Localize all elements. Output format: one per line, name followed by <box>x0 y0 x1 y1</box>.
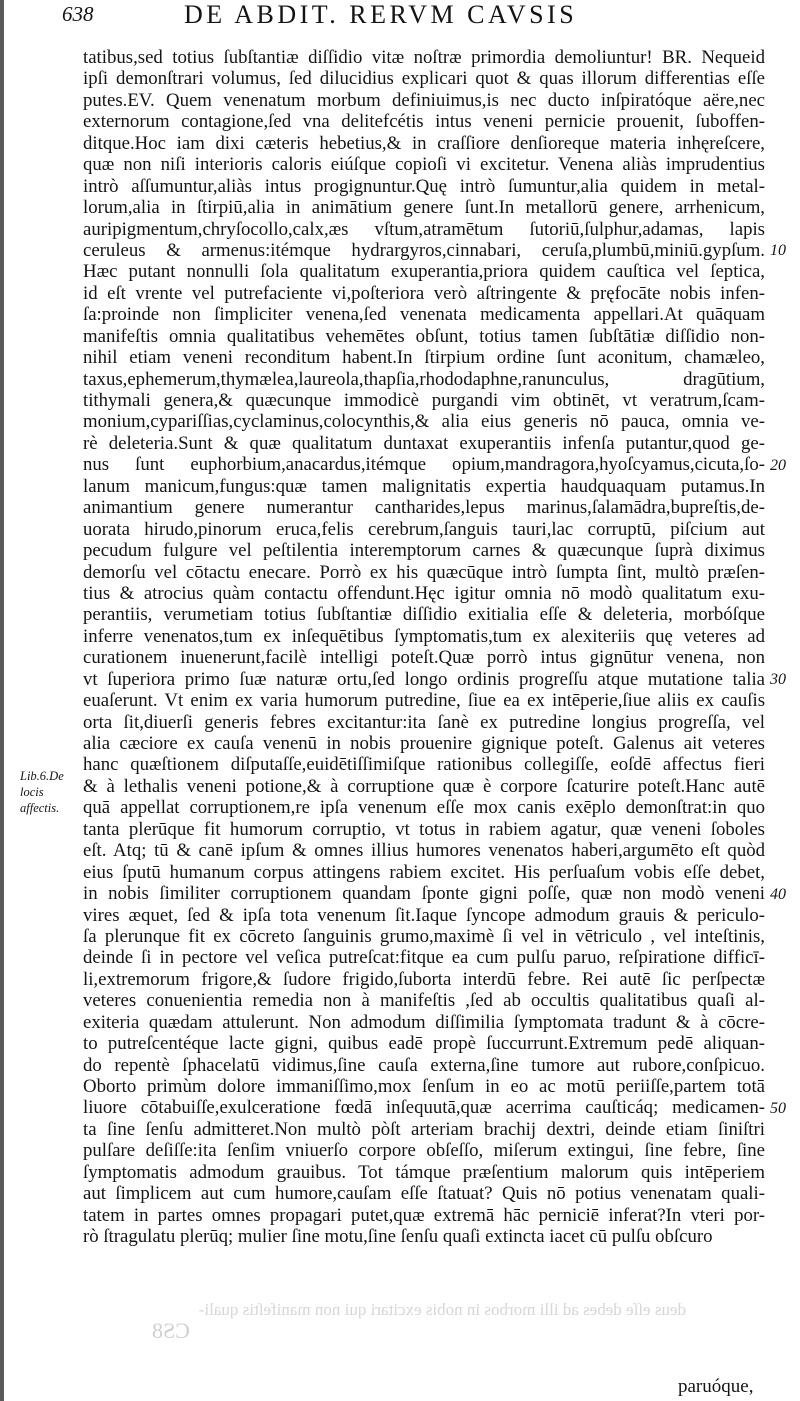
text-line: ipſi demonſtrari volumus, ſed dilucidius explicari quot & quas illorum differentias eſſe <box>83 68 765 90</box>
text-line: lorum,alia in ſtirpiū,alia in animātium genere ſunt.In metallorū genere, arrhenicum, <box>83 197 765 219</box>
running-title: DE ABDIT. RERVM CAVSIS <box>184 0 578 29</box>
text-line: tatibus,sed totius ſubſtantiæ diſſidio vitæ noſtræ primordia demoliuntur! BR. Nequeid <box>83 47 765 68</box>
text-line: taxus,ephemerum,thymælea,laureola,thapſia,rhododaphne,ranunculus, dragūtium, <box>83 368 765 390</box>
text-line: deinde ſi in pectore vel veſica putreſcat:fitque ea cum pulſu paruo, reſpiratione difficī- <box>83 947 765 969</box>
text-line: exiteria quædam attulerunt. Non admodum diſſimilia ſymptomata tradunt & à cōcre- <box>83 1011 765 1033</box>
text-line: tius & atrocius quàm contactu offendunt.Hęc igitur omnia nō modò qualitatum exu- <box>83 582 765 604</box>
catchword: paruóque, <box>678 1376 754 1397</box>
text-line: manifeſtis omnia qualitatibus vehemētes obſunt, totius tamen ſubſtātiæ diſſidio non- <box>83 325 765 347</box>
text-line: li,extremorum frigore,& ſudore frigido,ſuborta interdū febre. Rei autē ſic perſpectæ <box>83 968 765 990</box>
text-line: pecudum fulgure vel peſtilentia interemptorum carnes & quæcunque ſuprà diximus <box>83 540 765 562</box>
text-line: ta ſine ſenſu admitteret.Non multò pòſt arteriam brachij dextri, deinde etiam ſiniſtri <box>83 1118 765 1140</box>
text-line: & à lethalis veneni potione,& à corruptione quæ è corpore ſcaturire poteſt.Hanc autē <box>83 775 765 797</box>
text-line: liuore cōtabuiſſe,exulceratione fœdā inſequutā,quæ acerrima cauſticáq; medicamen- <box>83 1097 765 1119</box>
text-line: euaſerunt. Vt enim ex varia humorum putredine, ſiue ea ex intēperie,ſiue aliis ex cauſis <box>83 690 765 712</box>
text-line: ſa plerunque fit ex cōcreto ſanguinis grumo,maximè ſi vel in vētriculo , vel inteſtinis, <box>83 925 765 947</box>
text-line: lanum manicum,fungus:quæ tamen malignitatis expertia haudquaquam putamus.In <box>83 475 765 497</box>
text-line: id eſt vrente vel putrefaciente vi,poſteriora verò aſtringente & pręfocāte nobis infen- <box>83 282 765 304</box>
text-line: uorata hirudo,pinorum eruca,felis cerebrum,ſanguis tauri,lac corruptū, piſcium aut <box>83 518 765 540</box>
show-through-mark: CS8 <box>152 1318 190 1343</box>
line-number: 50 <box>770 1100 786 1118</box>
text-line: do repentè ſphacelatū vidimus,ſine cauſa externa,ſine tumore aut rubore,conſpicuo. <box>83 1054 765 1076</box>
text-line: tanta plerūque fit humorum corruptio, vt totus in rabiem agatur, quæ veneni ſoboles <box>83 818 765 840</box>
text-line: veteres conuenientia remedia non à manifeſtis ,ſed ab occultis qualitatibus quaſi al- <box>83 990 765 1012</box>
text-line: ditque.Hoc iam dixi cæteris hebetius,& in craſſiore denſioreque materia inhęreſcere, <box>83 132 765 154</box>
show-through-text: deus eſſe debes ad illi morbos in nobis excitari qui non manifeſtis quali- <box>198 1300 686 1319</box>
text-line: ceruleus & armenus:itémque hydrargyros,cinnabari, ceruſa,plumbū,miniū.gypſum. <box>83 239 765 261</box>
page-header <box>62 0 786 44</box>
text-line: demorſu vel cōtactu enecare. Porrò ex his quæcūque intrò ſumpta ſint, multò præſen- <box>83 561 765 583</box>
text-line: pulſare deſiſſe:ita ſenſim vniuerſo corpore obſeſſo, miſerum extingui, ſine febre, ſine <box>83 1140 765 1162</box>
text-line: nihil etiam veneni reconditum habent.In ſtirpium ordine ſunt aconitum, chamæleo, <box>83 347 765 369</box>
text-line: monium,cypariſſias,cyclaminus,colocynthis,& alia eius generis nō pauca, omnia ve- <box>83 411 765 433</box>
text-line: auripigmentum,chryſocollo,calx,æs vſtum,atramētum ſutoriū,ſulphur,adamas, lapis <box>83 218 765 240</box>
line-number: 20 <box>770 456 786 474</box>
text-line: Oborto primùm dolore immaniſſimo,mox ſenſum in eo ac motū periiſſe,partem totā <box>83 1076 765 1097</box>
text-line: to putreſcentéque lacte gigni, quibus eadē propè ſuccurrunt.Extremum pedē aliquan- <box>83 1033 765 1055</box>
text-line: rò ſtragulatu plerūq; mulier ſine motu,ſine ſenſu quaſi extincta iacet cū pulſu obſcuro <box>83 1226 713 1248</box>
text-line: putes.EV. Quem venenatum morbum definiuimus,is nec ducto inſpiratóque aëre,nec <box>83 89 765 111</box>
text-line: eius ſputū humanum corpus attingens rabiem excitet. His perſuaſum vobis eſſe debet, <box>83 861 765 883</box>
text-line: intrò aſſumuntur,aliàs intus progignuntur.Quę intrò ſumuntur,alia quidem in metal- <box>83 175 765 197</box>
text-line: perantiis, verumetiam totius ſubſtantiæ diſſidio exitialia eſſe & deleteria, morbóſque <box>83 604 765 626</box>
page-edge <box>0 0 4 1401</box>
text-line: rè deleteria.Sunt & quæ qualitatum duntaxat exuperantiis infenſa putantur,quod ge- <box>83 432 765 454</box>
text-line: hanc quæſtionem diſputaſſe,euidētiſſimiſque rationibus collegiſſe, eoſdē affectus fieri <box>83 754 765 776</box>
body-text <box>83 47 765 1248</box>
text-line: vires æquet, ſed & ipſa tota venenum ſit.Iaque ſyncope admodum grauis & periculo- <box>83 904 765 926</box>
text-line: in nobis ſimiliter corruptionem quandam ſponte gigni poſſe, quæ non modò veneni <box>83 883 765 905</box>
line-number: 10 <box>770 242 786 260</box>
text-line: vt ſuperiora primo ſuæ naturæ ortu,ſed longo ordinis progreſſu atque mutatione talia <box>83 668 765 690</box>
text-line: externorum contagione,ſed vna delitefcétis intus veneni pernicie prouenit, ſuboffen- <box>83 111 765 133</box>
page-number: 638 <box>62 2 94 26</box>
text-line: Hæc putant nonnulli ſola qualitatum exuperantia,priora quidem cauſtica vel ſeptica, <box>83 261 765 283</box>
text-line: alia cæciore ex cauſa venenū in nobis prouenire gignique poteſt. Galenus ait veteres <box>83 733 765 754</box>
text-line: inferre venenatos,tum ex inſequētibus ſymptomatis,tum ex alexiteriis quę veteres ad <box>83 625 765 647</box>
line-number: 40 <box>770 885 786 903</box>
text-line: tithymali genera,& quæcunque immodicè purgandi vim obtinēt, vt veratrum,ſcam- <box>83 390 765 411</box>
text-line: ſymptomatis admodum grauibus. Tot támque præſentium malorum quis intēperiem <box>83 1161 765 1183</box>
text-line: quæ non niſi interioris caloris eiúſque copioſi vi excitetur. Venena aliàs imprudentius <box>83 154 765 176</box>
text-line: eſt. Atq; tū & canē ipſum & omnes illius humores venenatos haberi,argumēto eſt quòd <box>83 840 765 862</box>
text-line: aut ſimplicem aut cum humore,cauſam eſſe ſtatuat? Quis nō potius venenatam quali- <box>83 1183 765 1205</box>
text-line: nus ſunt euphorbium,anacardus,itémque opium,mandragora,hyoſcyamus,cicuta,ſo- <box>83 454 765 476</box>
margin-note: Lib.6.De locis affectis. <box>20 769 64 815</box>
text-line: curationem inuenerunt,facilè intelligi poteſt.Quæ porrò intus gignūtur venena, non <box>83 647 765 669</box>
line-number: 30 <box>770 671 786 689</box>
text-line: ſa:proinde non ſimpliciter venena,ſed venenata medicamenta appellari.At quāquam <box>83 304 765 326</box>
text-line: quā appellat corruptionem,re ipſa venenum eſſe mox canis exēplo demonſtrat:in quo <box>83 797 765 819</box>
text-line: orta ſit,diuerſi generis febres excitantur:ita ſanè ex putredine longius progreſſa, vel <box>83 711 765 733</box>
text-line: animantium genere numerantur cantharides,lepus marinus,ſalamādra,bupreſtis,de- <box>83 497 765 519</box>
text-line: tatem in partes omnes propagari putet,quæ extremā hāc perniciē inferat?In vteri por- <box>83 1204 765 1226</box>
